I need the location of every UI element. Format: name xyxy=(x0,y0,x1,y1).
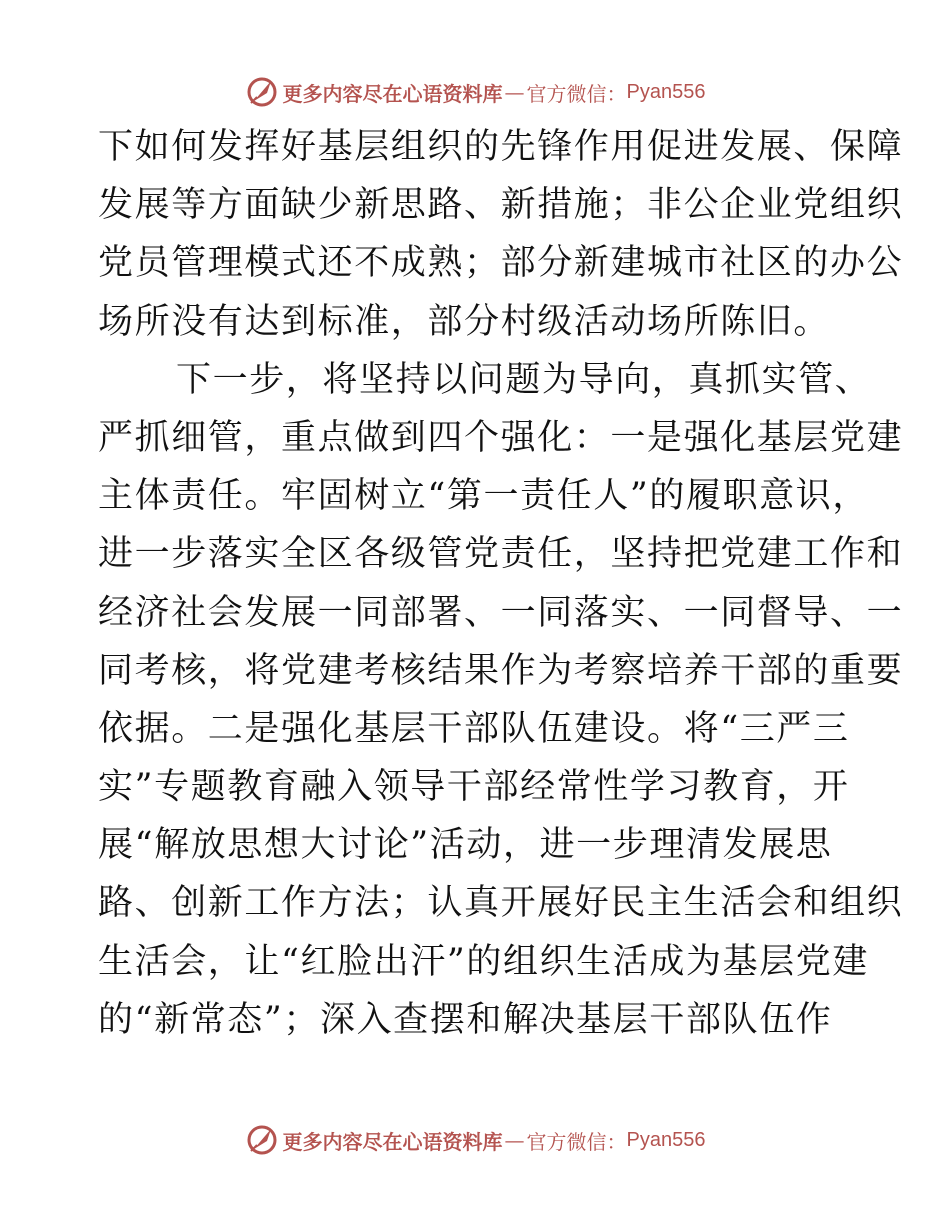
watermark-site-text: 更多内容尽在心语资料库 xyxy=(282,1129,503,1154)
watermark-account-label: 官方微信： xyxy=(526,1129,627,1154)
watermark-dash: — xyxy=(504,1128,525,1152)
body-line: 进一步落实全区各级管党责任，坚持把党建工作和 xyxy=(98,534,904,575)
watermark-account-id: Pyan556 xyxy=(626,1128,706,1151)
body-line: 展“解放思想大讨论”活动，进一步理清发展思 xyxy=(98,825,833,866)
body-line: 发展等方面缺少新思路、新措施；非公企业党组织 xyxy=(98,185,904,226)
body-line: 实”专题教育融入领导干部经常性学习教育，开 xyxy=(98,767,850,808)
body-line: 场所没有达到标准，部分村级活动场所陈旧。 xyxy=(98,301,831,342)
watermark-dash: — xyxy=(504,80,525,104)
body-line: 同考核，将党建考核结果作为考察培养干部的重要 xyxy=(98,650,904,691)
document-body xyxy=(98,118,904,1049)
body-line: 生活会，让“红脸出汗”的组织生活成为基层党建 xyxy=(98,941,869,982)
body-line: 严抓细管，重点做到四个强化：一是强化基层党建 xyxy=(98,417,904,458)
watermark-account-id: Pyan556 xyxy=(626,80,706,103)
body-line: 党员管理模式还不成熟；部分新建城市社区的办公 xyxy=(98,243,904,284)
body-line: 经济社会发展一同部署、一同落实、一同督导、一 xyxy=(98,592,904,633)
footer-watermark xyxy=(0,1120,950,1160)
header-watermark xyxy=(0,72,950,112)
body-line: 主体责任。牢固树立“第一责任人”的履职意识， xyxy=(98,476,869,517)
body-line: 下如何发挥好基层组织的先锋作用促进发展、保障 xyxy=(98,127,904,167)
watermark-account-label: 官方微信： xyxy=(526,81,627,106)
quill-logo-icon xyxy=(245,1123,279,1157)
watermark-site-text: 更多内容尽在心语资料库 xyxy=(282,81,503,106)
body-line-paragraph-start: 下一步，将坚持以问题为导向，真抓实管、 xyxy=(176,359,872,400)
body-line: 路、创新工作方法；认真开展好民主生活会和组织 xyxy=(98,883,904,924)
quill-logo-icon xyxy=(245,75,279,109)
body-line: 的“新常态”；深入查摆和解决基层干部队伍作 xyxy=(98,999,833,1040)
body-line: 依据。二是强化基层干部队伍建设。将“三严三 xyxy=(98,708,850,749)
